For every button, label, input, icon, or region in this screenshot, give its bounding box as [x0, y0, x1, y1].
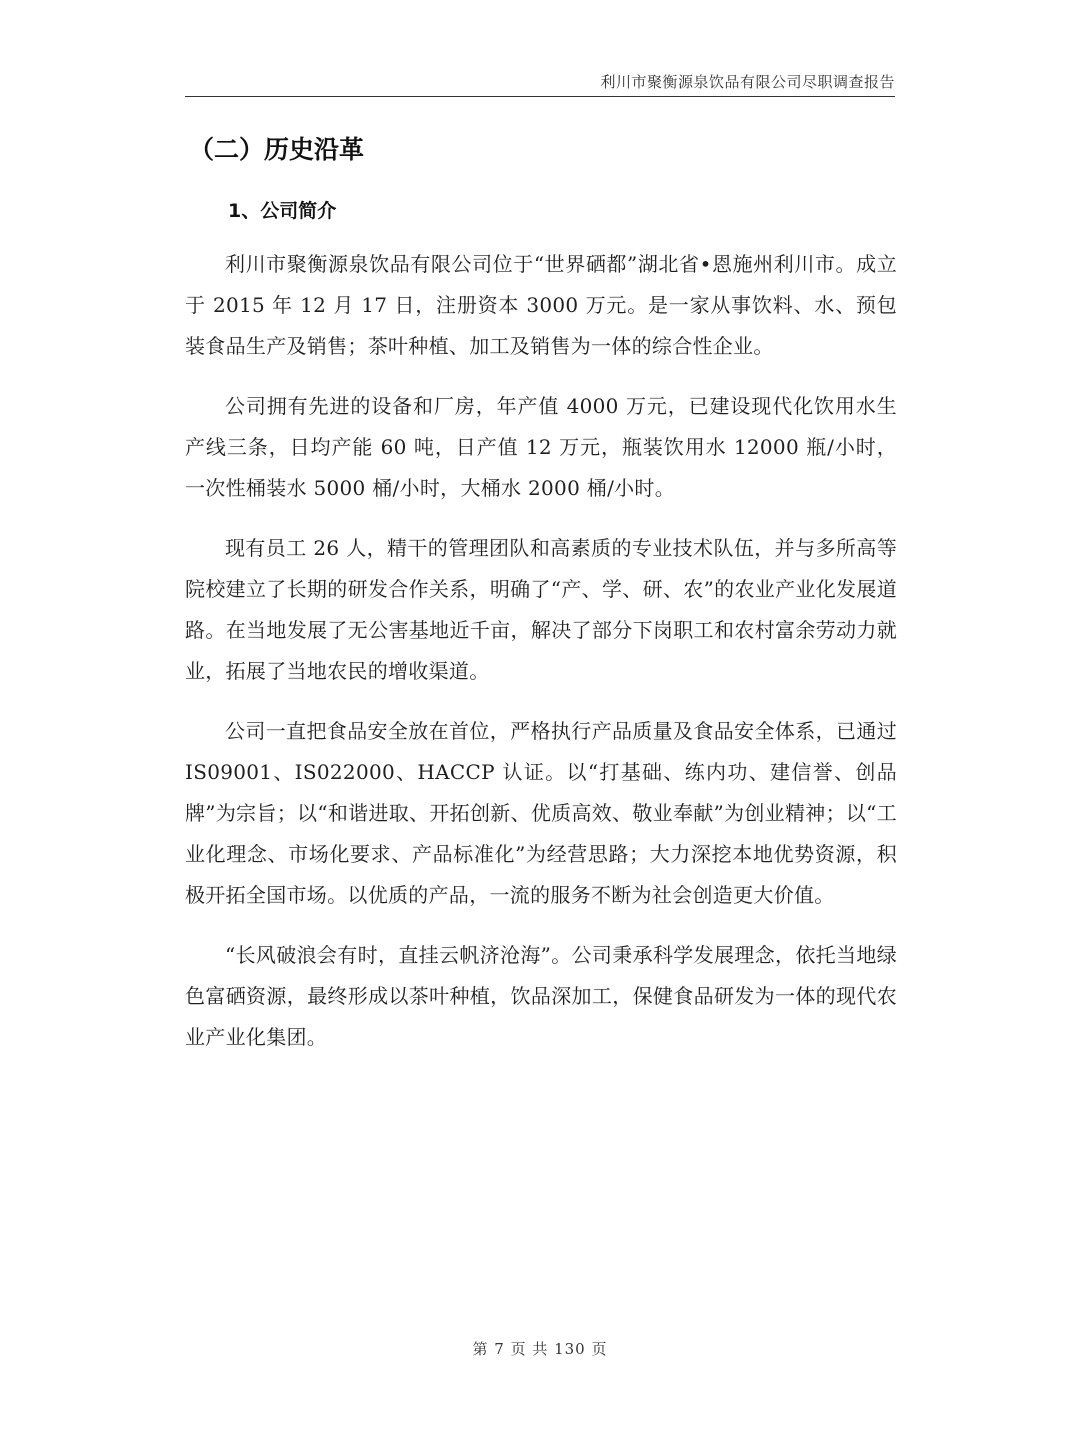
paragraph-location: 利川市聚衡源泉饮品有限公司位于“世界硒都”湖北省•恩施州利川市。成立于 2015 年 12 月 17 日，注册资本 3000 万元。是一家从事饮料、水、预包装食品生产及销售；茶叶种植、加工及销售为一体的综合性企业。 — [185, 252, 897, 358]
header-title: 利川市聚衡源泉饮品有限公司尽职调查报告 — [600, 73, 895, 91]
body-content — [185, 244, 897, 1077]
paragraph-quality: 公司一直把食品安全放在首位，严格执行产品质量及食品安全体系，已通过 IS09001、IS022000、HACCP 认证。以“打基础、练内功、建信誉、创品牌”为宗旨；以“和谐进取、开拓创新、优质高效、敬业奉献”为创业精神；以“工业化理念、市场化要求、产品标准化”为经营思路；大力深挖本地优势资源，积极开拓全国市场。以优质的产品，一流的服务不断为社会创造更大价值。 — [185, 719, 897, 907]
section-title: （二）历史沿革 — [189, 135, 365, 164]
paragraph-staff: 现有员工 26 人，精干的管理团队和高素质的专业技术队伍，并与多所高等院校建立了长期的研发合作关系，明确了“产、学、研、农”的农业产业化发展道路。在当地发展了无公害基地近千亩，解决了部分下岗职工和农村富余劳动力就业，拓展了当地农民的增收渠道。 — [185, 536, 897, 683]
page-number: 第 7 页 共 130 页 — [472, 1340, 608, 1358]
sub-heading: 1、公司简介 — [228, 200, 337, 222]
paragraph-production: 公司拥有先进的设备和厂房，年产值 4000 万元，已建设现代化饮用水生产线三条，日均产能 60 吨，日产值 12 万元，瓶装饮用水 12000 瓶/小时，一次性桶装水 5000 桶/小时，大桶水 2000 桶/小时。 — [185, 394, 897, 500]
paragraph-vision: “长风破浪会有时，直挂云帆济沧海”。公司秉承科学发展理念，依托当地绿色富硒资源，最终形成以茶叶种植，饮品深加工，保健食品研发为一体的现代农业产业化集团。 — [185, 943, 897, 1049]
page-header — [185, 72, 895, 97]
